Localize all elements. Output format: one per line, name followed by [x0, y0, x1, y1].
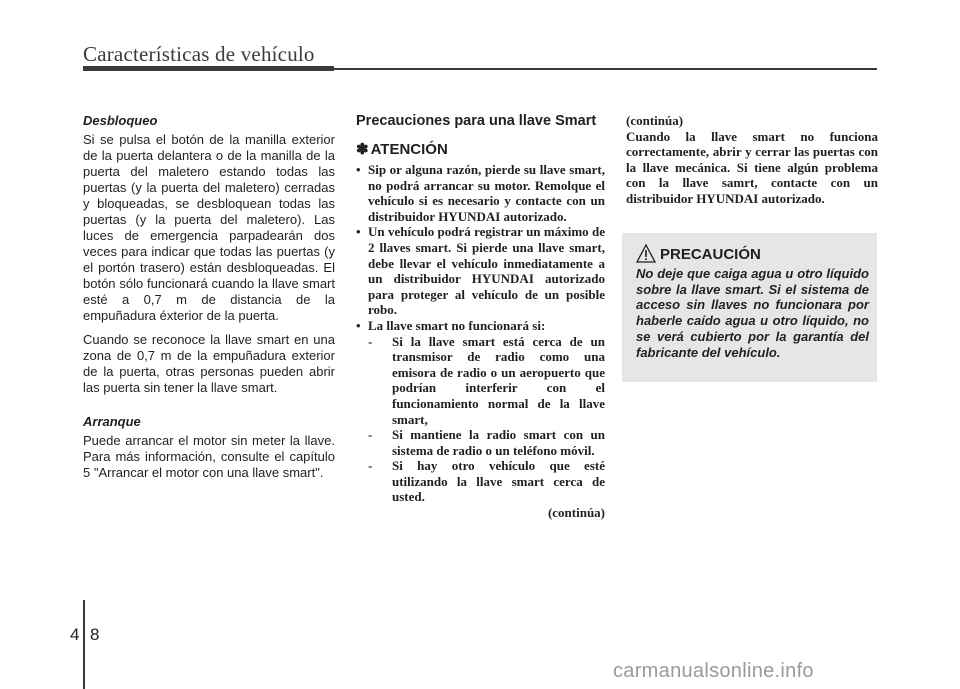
dash-marker: - — [368, 458, 373, 474]
section-title: Precauciones para una llave Smart — [356, 113, 597, 129]
page-number: 8 — [90, 625, 100, 644]
list-item — [356, 224, 605, 318]
right-column-paragraph: Cuando la llave smart no funciona correctamente, abrir y cerrar las puertas con la llave mecánica. Si tiene algún problema con la llave samrt, contacte con un distribuidor HYUNDAI autorizado. — [626, 128, 878, 206]
column-middle — [356, 113, 605, 521]
atencion-heading — [356, 140, 605, 158]
sub-list — [368, 334, 605, 506]
header-rule-thick — [83, 66, 334, 71]
continua-marker: (continúa) — [626, 113, 684, 128]
desbloqueo-heading: Desbloqueo — [83, 113, 158, 128]
continua-marker: (continúa) — [547, 505, 605, 521]
list-item — [356, 162, 605, 224]
footer-rule — [83, 600, 85, 689]
atencion-label: ATENCIÓN — [370, 140, 448, 158]
dash-marker: - — [368, 427, 373, 443]
list-item — [356, 318, 605, 505]
asterisk-icon: ✽ — [356, 141, 369, 158]
caution-title — [636, 244, 761, 263]
bullet-icon: • — [356, 317, 361, 333]
desbloqueo-paragraph-2: Cuando se reconoce la llave smart en una zona de 0,7 m de la empuñadura exterior de la puerta, otras personas pueden abrir las puerta sin tener la llave smart. — [83, 332, 335, 395]
sub-list-item-text: Si mantiene la radio smart con un sistema de radio o un teléfono móvil. — [392, 427, 605, 458]
caution-label: PRECAUCIÓN — [660, 246, 761, 263]
bullet-icon: • — [356, 162, 361, 177]
header-rule-thin — [334, 68, 877, 70]
arranque-heading: Arranque — [83, 414, 141, 429]
arranque-paragraph: Puede arrancar el motor sin meter la llave. Para más información, consulte el capítulo 5 "Arrancar el motor con una llave smart". — [83, 433, 335, 480]
list-item-text: Un vehículo podrá registrar un máximo de 2 llaves smart. Si pierde una llave smart, debe llevar el vehículo inmediatamente a un distribuidor HYUNDAI autorizado para proteger al vehículo de un posible robo. — [368, 224, 605, 318]
dash-marker: - — [368, 333, 373, 349]
sub-list-item — [368, 427, 605, 458]
sub-list-item-text: Si hay otro vehículo que esté utilizando la llave smart cerca de usted. — [392, 458, 605, 505]
column-left — [83, 113, 335, 489]
bullet-icon: • — [356, 224, 361, 240]
atencion-list — [356, 162, 605, 505]
warning-triangle-icon — [636, 244, 656, 263]
sub-list-item-text: Si la llave smart está cerca de un transmisor de radio como una emisora de radio o un aeropuerto que podrían interferir con el funcionamiento normal de la llave smart, — [392, 333, 605, 427]
sub-list-item — [368, 458, 605, 505]
caution-text: No deje que caiga agua u otro líquido sobre la llave smart. Si el sistema de acceso sin llaves no funcionara por haberle caído agua u otro líquido, no se verá cubierto por la garantía del fabricante del vehículo. — [636, 266, 869, 360]
chapter-number: 4 — [70, 625, 80, 644]
sub-list-item — [368, 334, 605, 428]
column-right — [626, 113, 878, 207]
desbloqueo-paragraph-1: Si se pulsa el botón de la manilla exterior de la puerta delantera o de la manilla de la puerta del maletero estando todas las puertas (y la puerta del maletero) cerradas y bloqueadas, se desbloquean todas las puertas (y la puerta del maletero). Las luces de emergencia parpadearán dos veces para indicar que todas las puertas (y el portón trasero) están desbloqueadas. El botón sólo funcionará cuando la llave smart esté a 0,7 m de distancia de la empuñadura éxterior de la puerta. — [83, 132, 335, 323]
page-header-title: Características de vehículo — [83, 42, 315, 66]
list-item-text: Sip or alguna razón, pierde su llave smart, no podrá arrancar su motor. Remolque el vehículo si es necesario y contacte con un distribuidor HYUNDAI autorizado. — [368, 162, 605, 224]
list-item-text: La llave smart no funcionará si: — [368, 317, 546, 333]
watermark: carmanualsonline.info — [613, 660, 814, 682]
